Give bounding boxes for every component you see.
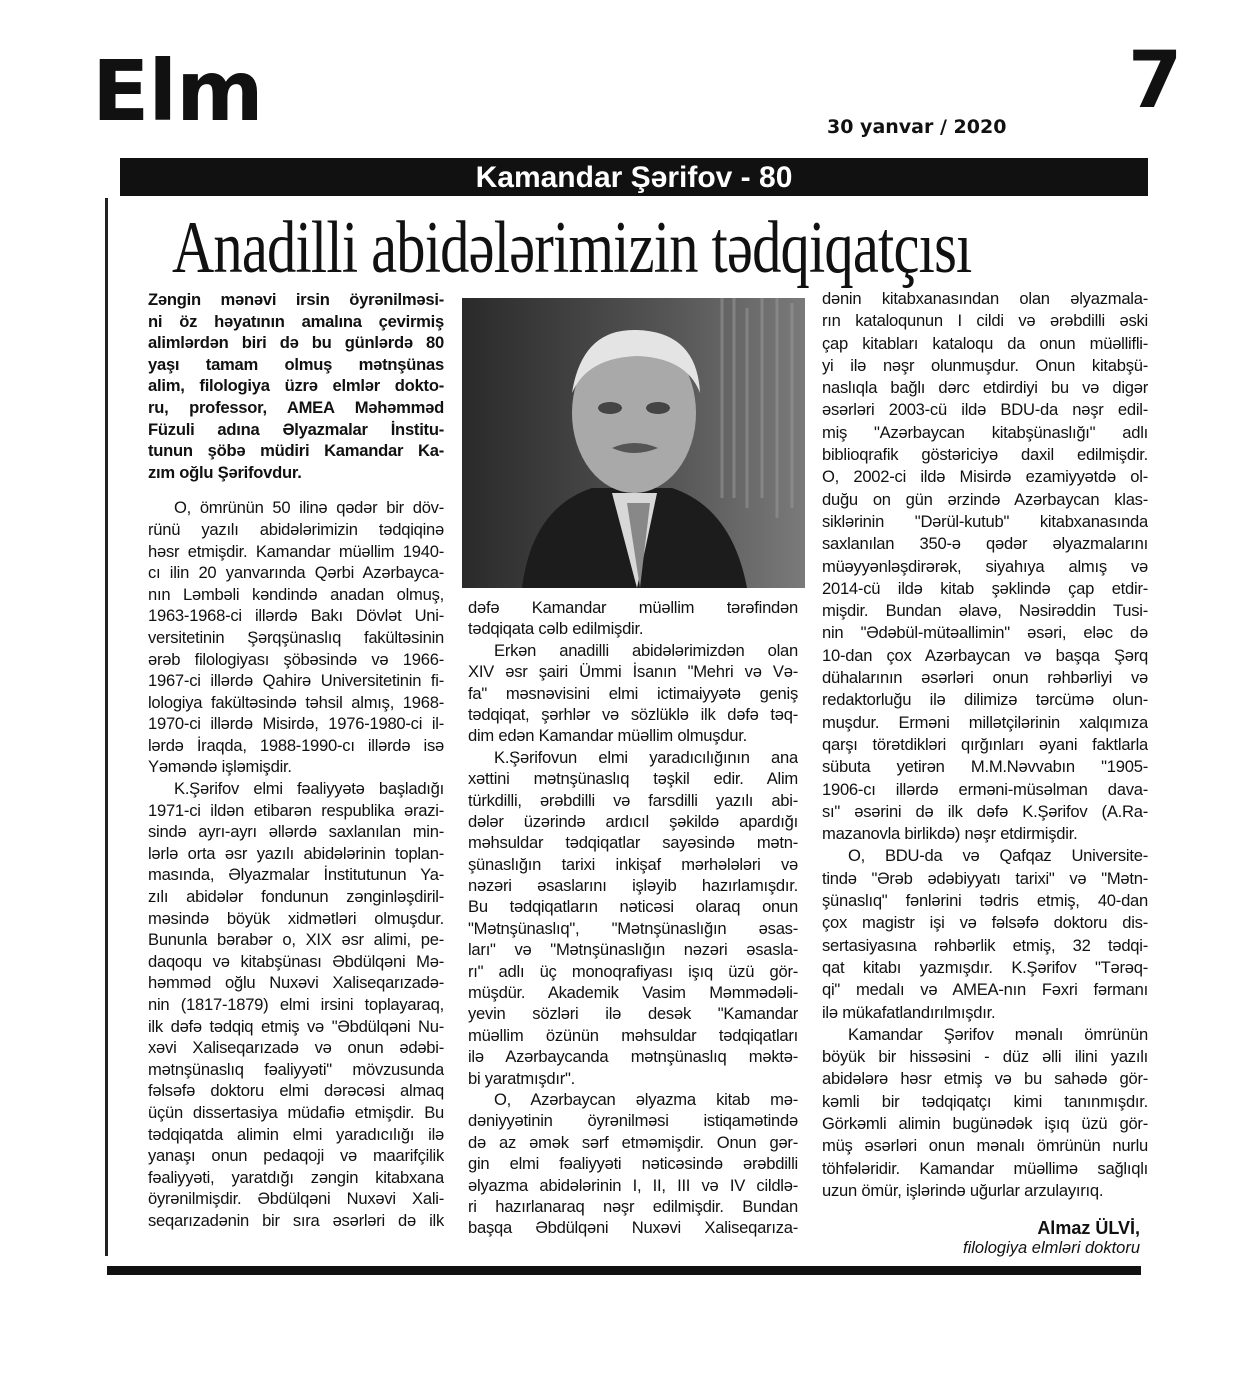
text-line: başqa Əbdülqəni Nuxəvi Xaliseqarıza- xyxy=(468,1218,798,1238)
column-rule xyxy=(105,198,108,1256)
text-line: həmməd oğlu Nuxəvi Xaliseqarızadə- xyxy=(148,973,444,993)
text-line: tində "Ərəb ədəbiyyatı tarixi" və "Mətn- xyxy=(822,868,1148,888)
text-line: gin elmi fəaliyyəti nəticəsində ərəbdilli xyxy=(468,1154,798,1174)
text-line: dəniyyətinin öyrənilməsi istiqamətində xyxy=(468,1111,798,1131)
text-line: O, BDU-da və Qafqaz Universite- xyxy=(848,846,1148,866)
text-line: Bu tədqiqatların nəticəsi olaraq onun xyxy=(468,897,798,917)
text-line: Zəngin mənəvi irsin öyrənilməsi- xyxy=(148,290,444,309)
text-line: çox magistr işi və fəlsəfə doktoru dis- xyxy=(822,913,1148,933)
text-line: tədqiqatda alimin elmi yaradıcılığı ilə xyxy=(148,1124,444,1144)
bottom-rule xyxy=(107,1266,1141,1275)
text-line: ni öz həyatının amalına çevirmiş xyxy=(148,311,444,331)
lead-paragraph xyxy=(148,289,444,483)
text-line: muşdur. Erməni millətçilərinin xalqımıza xyxy=(822,712,1148,732)
text-line: Yəməndə işləmişdir. xyxy=(148,757,292,777)
text-line: xəttini mətnşünaslıq təşkil edir. Alim xyxy=(468,769,798,789)
text-line: lologiya fakültəsində təhsil almış, 1968- xyxy=(148,692,444,712)
text-line: alimlərdən biri də bu günlərdə 80 xyxy=(148,333,444,353)
text-line: ilk dəfə tədqiq etmiş və "Əbdülqəni Nu- xyxy=(148,1016,444,1036)
text-line: əlyazma abidələrinin I, II, III və IV cildlə- xyxy=(468,1175,798,1195)
newspaper-name: Elm xyxy=(92,42,263,140)
text-line: çap kitabları kataloqu da onun müəllifli- xyxy=(822,333,1148,353)
text-line: abidələrə həsr etmiş və bu sahədə gör- xyxy=(822,1069,1148,1089)
paragraph xyxy=(468,1089,798,1239)
text-line: məsində böyük xidmətləri olmuşdur. xyxy=(148,908,444,928)
text-line: K.Şərifov elmi fəaliyyətə başladığı xyxy=(174,779,444,799)
text-line: xəvi Xaliseqarızadə və onun ədəbi- xyxy=(148,1038,444,1058)
text-line: müş əsərləri onun mənalı ömrünün nurlu xyxy=(822,1136,1148,1156)
article-column-1 xyxy=(148,289,444,1232)
text-line: lərdə İraqda, 1988-1990-cı illərdə isə xyxy=(148,735,444,755)
text-line: 1971-ci ildən etibarən respublika ərazi- xyxy=(148,800,444,820)
paragraph xyxy=(148,778,444,1231)
text-line: üçün dissertasiya müdafiə etmişdir. Bu xyxy=(148,1102,444,1122)
text-line: şünaslıq" fənlərini tədris etmiş, 40-dan xyxy=(822,891,1148,911)
text-line: fəlsəfə doktoru elmi dərəcəsi almaq xyxy=(148,1081,444,1101)
author-title: filologiya elmləri doktoru xyxy=(963,1239,1140,1257)
text-line: nin "Ədəbül-mütəallimin" əsəri, eləc də xyxy=(822,623,1148,643)
text-line: dələr üzərində ardıcıl şəkildə apardığı xyxy=(468,811,798,831)
text-line: qi" medalı və AMEA-nın Fəxri fərmanı xyxy=(822,980,1148,1000)
section-banner: Kamandar Şərifov - 80 xyxy=(120,158,1148,196)
text-line: 1963-1968-ci illərdə Bakı Dövlət Uni- xyxy=(148,606,444,626)
text-line: mişdir. Bundan əlavə, Nəsirəddin Tusi- xyxy=(822,601,1148,621)
text-line: yanaşı onun pedaqoji və maarifçilik xyxy=(148,1146,444,1166)
paragraph xyxy=(468,640,798,747)
text-line: 1906-cı illərdə erməni-müsəlman dava- xyxy=(822,779,1148,799)
text-line: nin (1817-1879) elmi irsini toplayaraq, xyxy=(148,995,444,1014)
text-line: 1970-ci illərdə Misirdə, 1976-1980-ci il- xyxy=(148,714,444,734)
text-line: fa" məsnəvisini elmi ictimaiyyətə geniş xyxy=(468,683,798,703)
text-line: ları" və "Mətnşünaslığın nəzəri əsasla- xyxy=(468,940,798,960)
text-line: Erkən anadilli abidələrimizdən olan xyxy=(494,640,798,660)
page-number: 7 xyxy=(1128,36,1183,126)
text-line: Bununla bərabər o, XIX əsr alimi, pe- xyxy=(148,930,444,950)
text-line: O, Azərbaycan əlyazma kitab mə- xyxy=(494,1089,798,1109)
text-line: Kamandar Şərifov mənalı ömrünün xyxy=(848,1024,1148,1044)
text-line: tədqiqata cəlb edilmişdir. xyxy=(468,619,644,639)
text-line: müəyyənləşdirərək, siyahıya almış və xyxy=(822,556,1148,576)
text-line: duğu on gün ərzində Azərbaycan klas- xyxy=(822,489,1148,509)
text-line: rünü yazılı abidələrimizin tədqiqinə xyxy=(148,519,444,539)
text-line: yevin sözləri ilə desək "Kamandar xyxy=(468,1004,798,1024)
author-signature xyxy=(963,1218,1140,1258)
issue-date: 30 yanvar / 2020 xyxy=(827,116,1007,138)
paragraph xyxy=(468,597,798,640)
text-line: nəzəri əsaslarını işləyib hazırlamışdır. xyxy=(468,876,798,896)
text-line: əsərləri 2003-cü ildə BDU-da nəşr edil- xyxy=(822,400,1148,420)
paragraph xyxy=(822,845,1148,1023)
text-line: O, ömrünün 50 ilinə qədər bir döv- xyxy=(174,498,444,518)
text-line: O, 2002-ci ildə Misirdə ezamiyyətdə ol- xyxy=(822,467,1148,487)
text-line: XIV əsr şairi Ümmi İsanın "Mehri və Və- xyxy=(468,662,798,682)
text-line: cı ilin 20 yanvarında Qərbi Azərbayca- xyxy=(148,563,444,583)
text-line: ilə Azərbaycanda mətnşünaslıq məktə- xyxy=(468,1047,798,1067)
text-line: tunun şöbə müdiri Kamandar Ka- xyxy=(148,441,444,461)
text-line: sübuta yetirən M.M.Nəvvabın "1905- xyxy=(822,757,1148,777)
text-line: saxlanılan 350-ə qədər əlyazmalarını xyxy=(822,534,1148,554)
text-line: müəllim özünün məhsuldar tədqiqatları xyxy=(468,1025,798,1045)
paragraph xyxy=(822,288,1148,845)
text-line: biblioqrafik göstəriciyə daxil edilmişdir. xyxy=(822,445,1148,465)
text-line: bi yaratmışdır". xyxy=(468,1068,576,1088)
paragraph-gap xyxy=(148,483,444,497)
text-line: lərlə orta əsr yazılı abidələrinin toplan- xyxy=(148,843,444,863)
article-headline: Anadilli abidələrimizin tədqiqatçısı xyxy=(172,207,972,289)
text-line: dənin kitabxanasından olan əlyazmala- xyxy=(822,289,1148,308)
text-line: ru, professor, AMEA Məhəmməd xyxy=(148,397,444,417)
paragraph xyxy=(468,747,798,1089)
text-line: masında, Əlyazmalar İnstitutunun Ya- xyxy=(148,865,444,885)
text-line: versitetinin Şərqşünaslıq fakültəsinin xyxy=(148,627,444,647)
text-line: 10-dan çox Azərbaycan və başqa Şərq xyxy=(822,645,1148,665)
text-line: töhfələridir. Kamandar müəllimə sağlıqlı xyxy=(822,1158,1148,1178)
text-line: Görkəmli alimin bugünədək işıq üzü gör- xyxy=(822,1113,1148,1133)
text-line: məhsuldar tədqiqatlar sayəsində mətn- xyxy=(468,833,798,853)
text-line: həsr etmişdir. Kamandar müəllim 1940- xyxy=(148,541,444,561)
text-line: miş "Azərbaycan kitabşünaslığı" adlı xyxy=(822,422,1148,442)
text-line: 2014-cü ildə kitab şəklində çap etdir- xyxy=(822,578,1148,598)
text-line: rı" adlı üç monoqrafiyası işıq üzü gör- xyxy=(468,961,798,981)
text-line: sertasiyasına rəhbərlik etmiş, 32 tədqi- xyxy=(822,935,1148,955)
article-column-2 xyxy=(468,597,798,1239)
text-line: zım oğlu Şərifovdur. xyxy=(148,462,302,482)
text-line: daqoqu və kitabşünası Əbdülqəni Mə- xyxy=(148,951,444,971)
text-line: mətnşünaslıq fəaliyyəti" mövzusunda xyxy=(148,1059,444,1079)
paragraph xyxy=(148,497,444,778)
text-line: rın kataloqunun I cildi və ərəbdilli əski xyxy=(822,311,1148,331)
text-line: qat kitabı yazmışdır. K.Şərifov "Tərəq- xyxy=(822,957,1148,977)
text-line: də az əmək sərf etməmişdir. Onun gər- xyxy=(468,1132,798,1152)
text-line: sı" əsərini də ilk dəfə K.Şərifov (A.Ra- xyxy=(822,801,1148,821)
text-line: türkdilli, ərəbdilli və farsdilli yazılı abi- xyxy=(468,790,798,810)
text-line: yaşı tamam olmuş mətnşünas xyxy=(148,354,444,374)
text-line: naslıqla bağlı dərc etdirdiyi bu və digər xyxy=(822,378,1148,398)
text-line: dim edən Kamandar müəllim olmuşdur. xyxy=(468,726,748,746)
portrait-photo xyxy=(462,298,805,588)
text-line: mazanovla birlikdə) nəşr etdirmişdir. xyxy=(822,824,1078,844)
text-line: alim, filologiya üzrə elmlər dokto- xyxy=(148,376,444,396)
text-line: K.Şərifovun elmi yaradıcılığının ana xyxy=(494,747,798,767)
paragraph xyxy=(822,1024,1148,1202)
text-line: redaktorluğu ilə dilimizə tərcümə olun- xyxy=(822,690,1148,710)
text-line: şünaslığın tarixi inkişaf mərhələləri və xyxy=(468,854,798,874)
author-name: Almaz ÜLVİ, xyxy=(1037,1218,1140,1238)
text-line: ilə mükafatlandırılmışdır. xyxy=(822,1002,996,1022)
text-line: fəaliyyəti, yaratdığı zəngin kitabxana xyxy=(148,1167,444,1187)
text-line: "Mətnşünaslıq", "Mətnşünaslığın əsas- xyxy=(468,918,798,938)
text-line: öyrənilmişdir. Əbdülqəni Nuxəvi Xali- xyxy=(148,1189,444,1209)
text-line: dühalarının əsərləri onun rəhbərliyi və xyxy=(822,668,1148,688)
text-line: böyük bir hissəsini - düz əlli ilini yazılı xyxy=(822,1047,1148,1067)
text-line: 1967-ci illərdə Qahirə Universitetinin fi- xyxy=(148,671,444,691)
text-line: tədqiqat, şərhlər və sözlüklə ilk dəfə təq- xyxy=(468,704,798,724)
text-line: Füzuli adına Əlyazmalar İnstitu- xyxy=(148,419,444,439)
text-line: uzun ömür, işlərində uğurlar arzulayırıq. xyxy=(822,1180,1104,1200)
text-line: qarşı törətdikləri qırğınları əyani faktlarla xyxy=(822,734,1148,754)
text-line: zılı abidələr fondunun zənginləşdiril- xyxy=(148,887,444,907)
text-line: ərəb filologiyası şöbəsində və 1966- xyxy=(148,649,444,669)
text-line: ri hazırlanaraq nəşr edilmişdir. Bundan xyxy=(468,1196,798,1216)
text-line: yi ilə nəşr olunmuşdur. Onun kitabşü- xyxy=(822,355,1148,375)
text-line: kəmli bir tədqiqatçı kimi tanınmışdır. xyxy=(822,1091,1148,1111)
text-line: siklərinin "Dərül-kutub" kitabxanasında xyxy=(822,511,1148,531)
article-column-3 xyxy=(822,288,1148,1202)
text-line: sində ayrı-ayrı əllərdə saxlanılan min- xyxy=(148,822,444,842)
text-line: müşdür. Akademik Vasim Məmmədəli- xyxy=(468,983,798,1003)
text-line: dəfə Kamandar müəllim tərəfindən xyxy=(468,598,798,617)
text-line: nın Ləmbəli kəndində anadan olmuş, xyxy=(148,584,444,604)
text-line: seqarızadənin bir sıra əsərləri də ilk xyxy=(148,1210,444,1230)
